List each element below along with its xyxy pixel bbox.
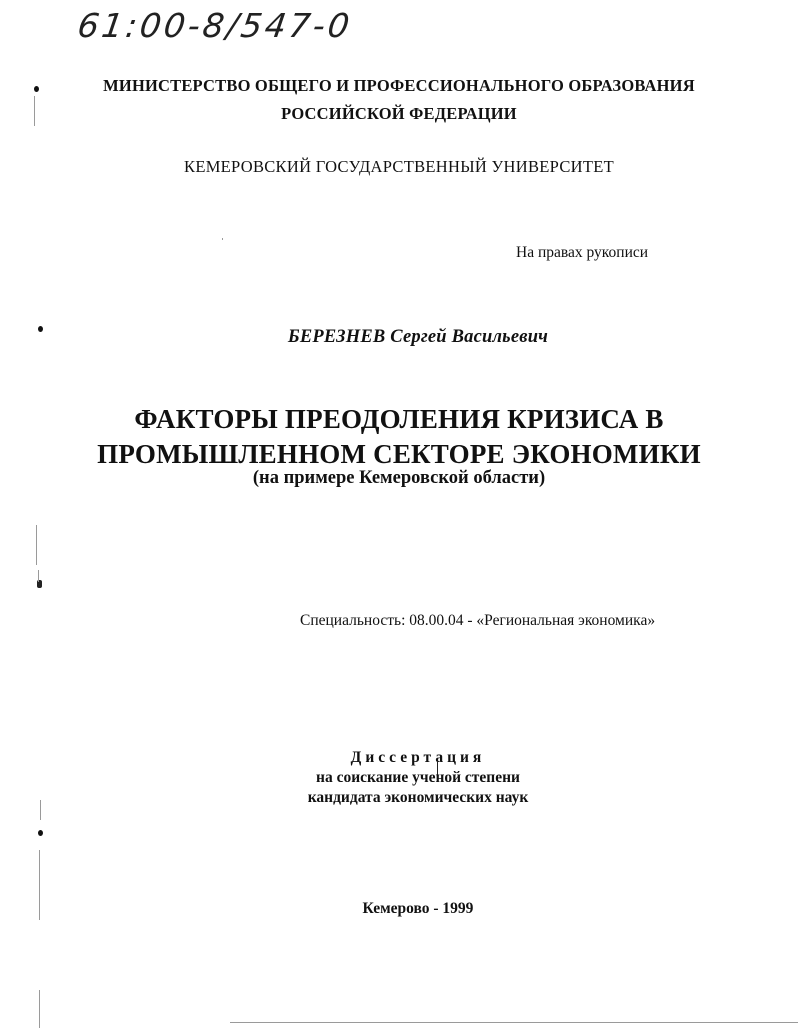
ministry-line-2: РОССИЙСКОЙ ФЕДЕРАЦИИ: [281, 104, 517, 123]
catalog-number: 61:00-8/547-0: [75, 6, 355, 45]
scan-line: [38, 570, 39, 582]
author-name: [0, 327, 798, 348]
dissertation-title: [0, 402, 798, 472]
ministry-line-1: МИНИСТЕРСТВО ОБЩЕГО И ПРОФЕССИОНАЛЬНОГО ОБРАЗОВАНИЯ: [103, 76, 695, 95]
thesis-degree-line: на соискание ученой степени: [316, 769, 520, 786]
specialty: Специальность: 08.00.04 - «Региональная экономика»: [300, 612, 656, 629]
university-name: КЕМЕРОВСКИЙ ГОСУДАРСТВЕННЫЙ УНИВЕРСИТЕТ: [184, 157, 614, 176]
scan-speck: [222, 238, 223, 240]
thesis-info: [0, 748, 798, 808]
scan-line: [39, 990, 40, 1028]
scan-line: [36, 525, 37, 565]
title-line-1: ФАКТОРЫ ПРЕОДОЛЕНИЯ КРИЗИСА В: [134, 404, 664, 434]
manuscript-rights: На правах рукописи: [516, 244, 649, 261]
thesis-field-line: кандидата экономических наук: [307, 789, 529, 806]
city-year: Кемерово - 1999: [362, 900, 474, 917]
ministry-name: [0, 72, 798, 128]
thesis-type: Диссертация: [350, 749, 486, 766]
dissertation-subtitle: (на примере Кемеровской области): [252, 468, 546, 488]
author-given-names: Сергей Васильевич: [390, 327, 549, 347]
scan-line: [230, 1022, 798, 1023]
title-line-2: ПРОМЫШЛЕННОМ СЕКТОРЕ ЭКОНОМИКИ: [97, 439, 701, 469]
author-surname: БЕРЕЗНЕВ: [287, 327, 386, 347]
scan-mark: [38, 830, 43, 836]
